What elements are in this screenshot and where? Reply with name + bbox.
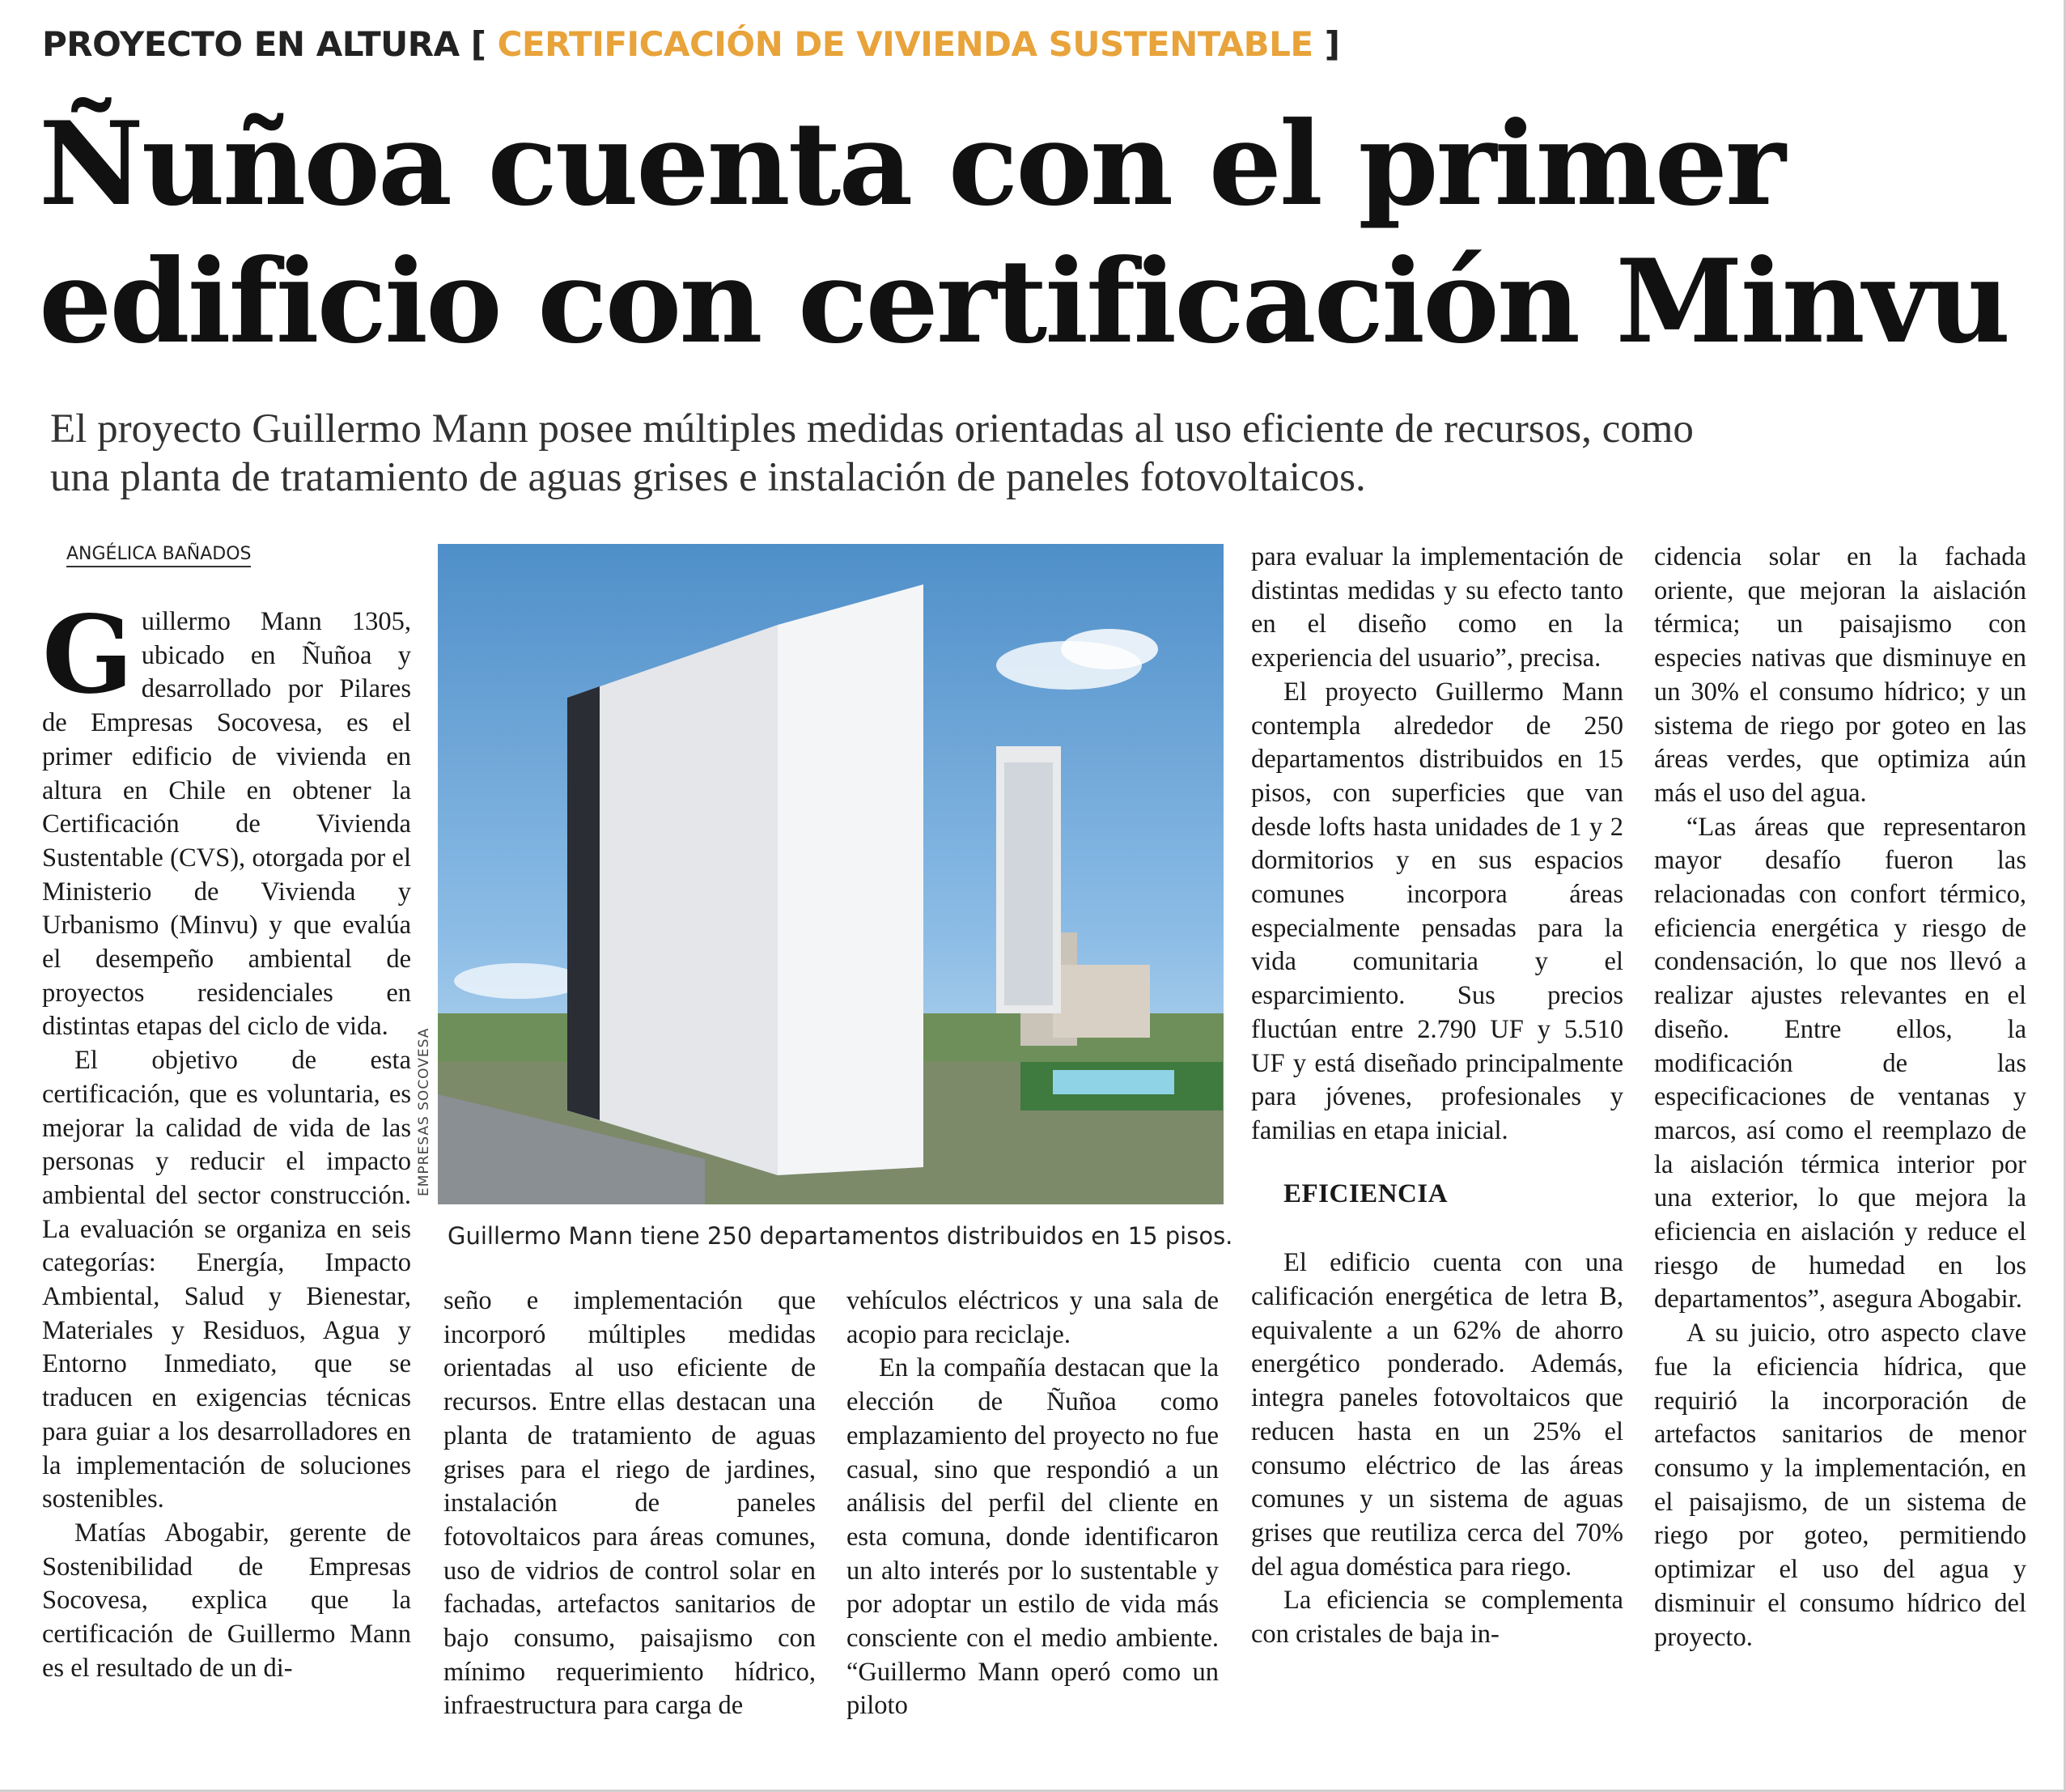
section-kicker xyxy=(42,24,1339,64)
drop-cap: G xyxy=(42,592,134,718)
paragraph-2: El objetivo de esta certificación, que es voluntaria, es mejorar la calidad de vida de las personas y reducir el impacto ambiental del sector construcción. La evaluación se organiza en seis categorías: Energía, Impacto Ambiental, Salud y Bienestar, Materiales y Residuos, Agua y Entorno Inmediato, que se traducen en exigencias técnicas para guiar a los desarrolladores en la implementación de soluciones sostenibles. xyxy=(42,1046,411,1514)
column-5 xyxy=(1654,541,2026,1654)
paragraph-6: En la compañía destacan que la elección de Ñuñoa como emplazamiento del proyecto no fue casual, sino que respondió a un análisis del perfil del cliente en esta comuna, donde identificaron un alto interés por lo sustentable y por adoptar un estilo de vida más consciente con el medio ambiente. “Guillermo Mann operó como un piloto xyxy=(846,1353,1219,1721)
paragraph-12: “Las áreas que representaron mayor desafío fueron las relacionadas con confort térmico, eficiencia energética y riesgo de condensación, lo que nos llevó a realizar ajustes relevantes en el diseño. Entre ellos, la modificación de las especificaciones de ventanas y marcos, así como el reemplazo de la aislación térmica interior por una exterior, lo que mejora la eficiencia en aislación y reduce el riesgo de humedad en los departamentos”, asegura Abogabir. xyxy=(1654,812,2026,1314)
paragraph-1-text: uillermo Mann 1305, ubicado en Ñuñoa y desarrollado por Pilares de Empresas Socovesa, es el primer edificio de vivienda en altura en Chile en obtener la Certificación de Vivienda Sustentable (CVS), otorgada por el Ministerio de Vivienda y Urbanismo (Minvu) y que evalúa el desempeño ambiental de proyectos residenciales en distintas etapas del ciclo de vida. xyxy=(42,607,411,1042)
photo-caption: Guillermo Mann tiene 250 departamentos distribuidos en 15 pisos. xyxy=(448,1222,1233,1250)
column-3 xyxy=(846,1285,1219,1723)
building-photo xyxy=(438,544,1224,1204)
paragraph-1 xyxy=(42,592,411,1044)
photo-credit: EMPRESAS SOCOVESA xyxy=(416,1027,432,1196)
headline-line-2: edificio con certificación Minvu xyxy=(39,235,2009,369)
deck-line-2: una planta de tratamiento de aguas grises e instalación de paneles fotovoltaicos. xyxy=(50,455,1366,500)
paragraph-5: vehículos eléctricos y una sala de acopio para reciclaje. xyxy=(846,1286,1219,1349)
deck-line-1: El proyecto Guillermo Mann posee múltiples medidas orientadas al uso eficiente de recursos, como xyxy=(50,406,1694,452)
paragraph-10: La eficiencia se complementa con cristales de baja in- xyxy=(1251,1586,1623,1650)
paragraph-3: Matías Abogabir, gerente de Sostenibilidad de Empresas Socovesa, explica que la certificación de Guillermo Mann es el resultado de un di- xyxy=(42,1518,411,1683)
paragraph-8: El proyecto Guillermo Mann contempla alrededor de 250 departamentos distribuidos en 15 pisos, con superficies que van desde lofts hasta unidades de 1 y 2 dormitorios y en sus espacios comunes incorpora áreas especialmente pensadas para la vida comunitaria y el esparcimiento. Sus precios fluctúan entre 2.790 UF y 5.510 UF y está diseñado principalmente para jóvenes, profesionales y familias en etapa inicial. xyxy=(1251,677,1623,1145)
kicker-open-bracket: [ xyxy=(470,24,486,64)
column-1 xyxy=(42,592,411,1686)
subhead-eficiencia: EFICIENCIA xyxy=(1283,1178,1449,1208)
kicker-topic: CERTIFICACIÓN DE VIVIENDA SUSTENTABLE xyxy=(497,24,1313,64)
paragraph-11: cidencia solar en la fachada oriente, que mejoran la aislación térmica; un paisajismo con especies nativas que disminuye en un 30% el consumo hídrico; y un sistema de riego por goteo en las áreas verdes, que optimiza aún más el uso del agua. xyxy=(1654,542,2026,808)
article-deck xyxy=(50,405,2025,502)
headline-line-1: Ñuñoa cuenta con el primer xyxy=(39,97,1784,231)
kicker-close-bracket: ] xyxy=(1324,24,1340,64)
article-headline xyxy=(39,96,2030,371)
column-4 xyxy=(1251,541,1623,1652)
paragraph-9: El edificio cuenta con una calificación energética de letra B, equivalente a un 62% de ahorro energético ponderado. Además, integra paneles fotovoltaicos que reducen hasta en un 25% el consumo eléctrico de las áreas comunes y un sistema de aguas grises que reutiliza cerca del 70% del agua doméstica para riego. xyxy=(1251,1248,1623,1582)
paragraph-13: A su juicio, otro aspecto clave fue la eficiencia hídrica, que requirió la incorporación de artefactos sanitarios de menor consumo y la implementación, en el paisajismo, de un sistema de riego por goteo, permitiendo optimizar el uso del agua y disminuir el consumo hídrico del proyecto. xyxy=(1654,1319,2026,1652)
byline: ANGÉLICA BAÑADOS xyxy=(66,544,251,567)
paragraph-7: para evaluar la implementación de distintas medidas y su efecto tanto en el diseño como en la experiencia del usuario”, precisa. xyxy=(1251,542,1623,673)
building-illustration xyxy=(438,544,1224,1204)
column-2 xyxy=(443,1285,816,1723)
kicker-section: PROYECTO EN ALTURA xyxy=(42,24,460,64)
paragraph-4: seño e implementación que incorporó múltiples medidas orientadas al uso eficiente de recursos. Entre ellas destacan una planta de tratamiento de aguas grises para el riego de jardines, instalación de paneles fotovoltaicos para áreas comunes, uso de vidrios de control solar en fachadas, artefactos sanitarios de bajo consumo, paisajismo con mínimo requerimiento hídrico, infraestructura para carga de xyxy=(443,1286,816,1721)
